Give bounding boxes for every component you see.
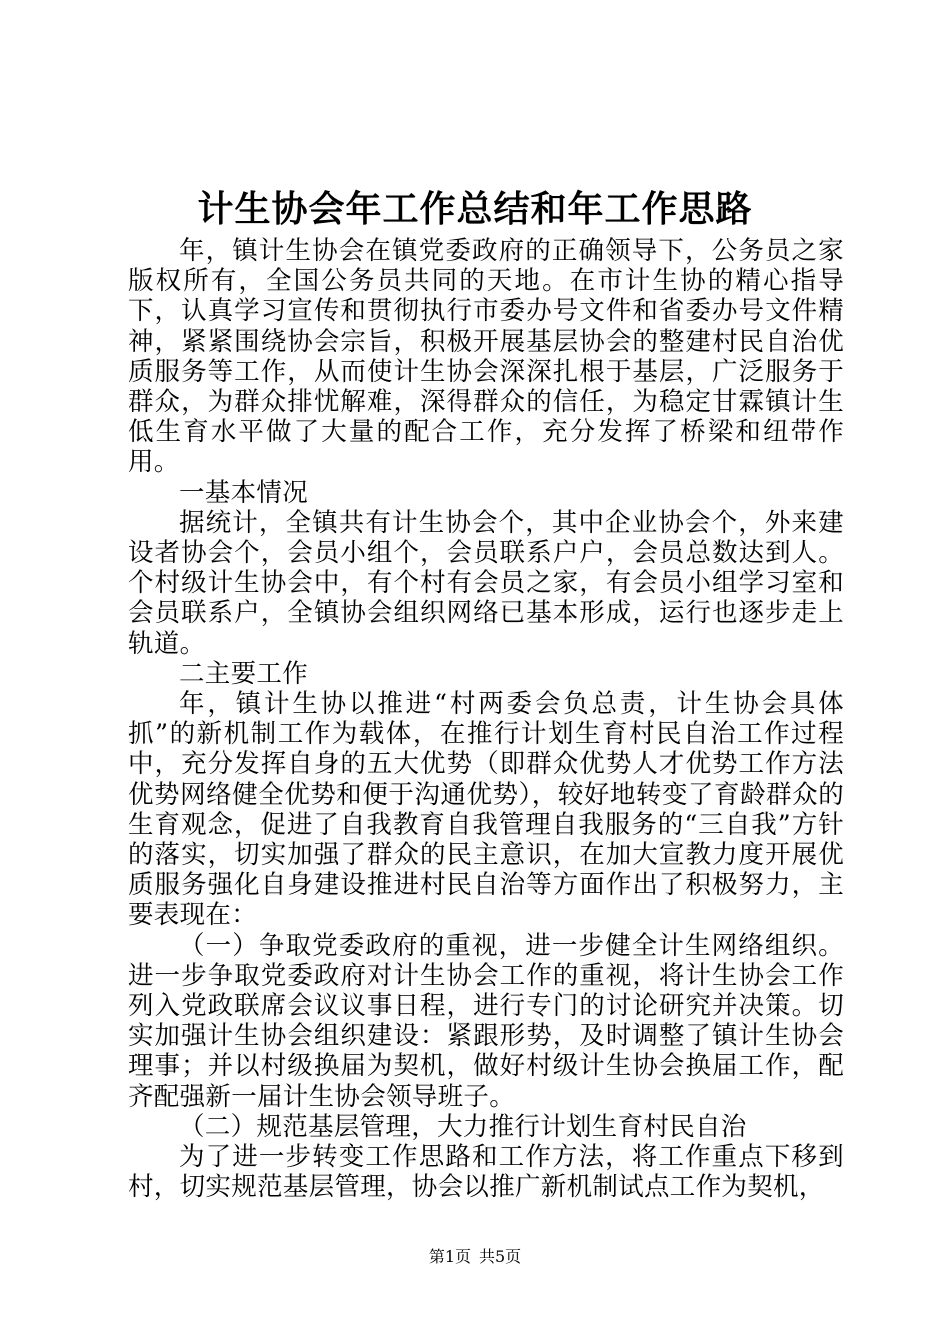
page-footer (0, 1247, 950, 1267)
subsection-1-paragraph: （一）争取党委政府的重视，进一步健全计生网络组织。进一步争取党委政府对计生协会工作的重视，将计生协会工作列入党政联席会议议事日程，进行专门的讨论研究并决策。切实加强计生协会组织建设：紧跟形势，及时调整了镇计生协会理事；并以村级换届为契机，做好村级计生协会换届工作，配齐配强新一届计生协会领导班子。 (128, 930, 844, 1112)
document-body (128, 236, 844, 1203)
intro-paragraph: 年，镇计生协会在镇党委政府的正确领导下，公务员之家版权所有，全国公务员共同的天地。在市计生协的精心指导下，认真学习宣传和贯彻执行市委办号文件和省委办号文件精神，紧紧围绕协会宗旨，积极开展基层协会的整建村民自治优质服务等工作，从而使计生协会深深扎根于基层，广泛服务于群众，为群众排忧解难，深得群众的信任，为稳定甘霖镇计生低生育水平做了大量的配合工作，充分发挥了桥梁和纽带作用。 (128, 236, 844, 478)
document-title: 计生协会年工作总结和年工作思路 (197, 188, 753, 230)
page-number-current: 第1页 (428, 1247, 471, 1266)
page-number-total: 共5页 (479, 1247, 522, 1266)
basic-situation-paragraph: 据统计，全镇共有计生协会个，其中企业协会个，外来建设者协会个，会员小组个，会员联系户户，会员总数达到人。个村级计生协会中，有个村有会员之家，有会员小组学习室和会员联系户，全镇协会组织网络已基本形成，运行也逐步走上轨道。 (128, 507, 844, 659)
main-work-paragraph: 年，镇计生协以推进“村两委会负总责，计生协会具体抓”的新机制工作为载体，在推行计划生育村民自治工作过程中，充分发挥自身的五大优势（即群众优势人才优势工作方法优势网络健全优势和便于沟通优势），较好地转变了育龄群众的生育观念，促进了自我教育自我管理自我服务的“三自我”方针的落实，切实加强了群众的民主意识，在加大宣教力度开展优质服务强化自身建设推进村民自治等方面作出了积极努力，主要表现在： (128, 689, 844, 931)
section-heading-main-work: 二主要工作 (179, 658, 309, 689)
subsection-2-paragraph: 为了进一步转变工作思路和工作方法，将工作重点下移到村，切实规范基层管理，协会以推广新机制试点工作为契机， (128, 1142, 844, 1203)
section-heading-basic-situation: 一基本情况 (179, 477, 309, 508)
subsection-2-heading: （二）规范基层管理，大力推行计划生育村民自治 (179, 1111, 747, 1142)
